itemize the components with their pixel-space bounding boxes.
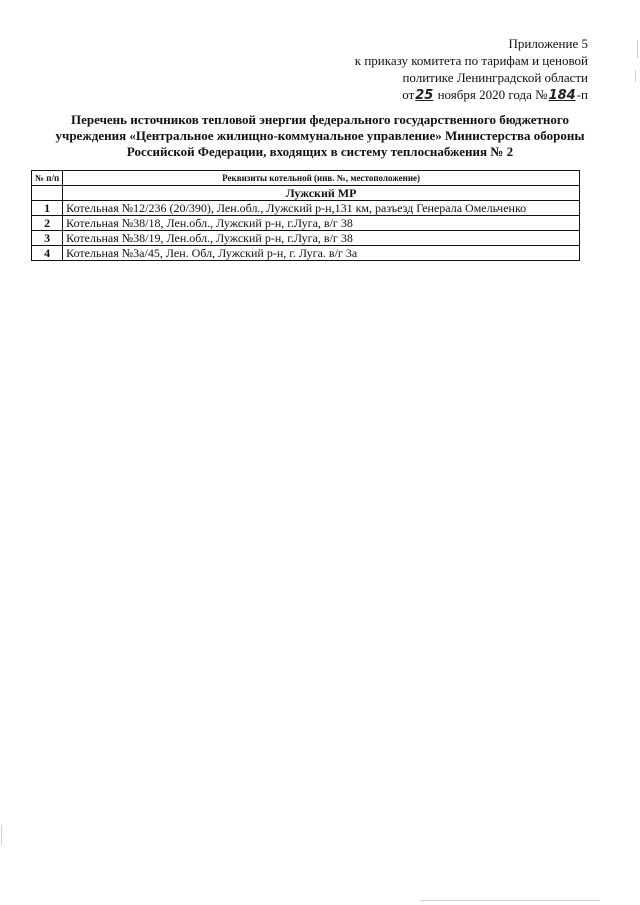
- table-row: [32, 216, 580, 231]
- appendix-date-line: [355, 86, 588, 104]
- date-middle: ноября 2020 года №: [437, 87, 548, 102]
- title-line-1: Перечень источников тепловой энергии федерального государственного бюджетного: [71, 112, 569, 127]
- row-number: 2: [32, 216, 63, 231]
- appendix-order-reference: к приказу комитета по тарифам и ценовой: [354, 53, 588, 68]
- header-details: Реквизиты котельной (инв. №, местоположение): [63, 171, 580, 186]
- scan-edge-mark: [637, 40, 638, 58]
- table-header-row: [32, 171, 580, 186]
- row-details: Котельная №12/236 (20/390), Лен.обл., Лужский р-н,131 км, разъезд Генерала Омельченко: [63, 201, 580, 216]
- appendix-header: [355, 35, 588, 104]
- handwritten-order-number: 184: [548, 88, 576, 103]
- scan-bottom-mark: [420, 900, 600, 901]
- row-number: 4: [32, 246, 63, 261]
- region-row: [32, 186, 580, 201]
- region-empty-cell: [32, 186, 63, 201]
- appendix-committee: политике Ленинградской области: [402, 70, 588, 85]
- scan-edge-mark: [635, 70, 636, 82]
- table-row: [32, 231, 580, 246]
- title-line-3: Российской Федерации, входящих в систему теплоснабжения № 2: [126, 144, 514, 159]
- order-suffix: -п: [576, 87, 588, 102]
- title-line-2: учреждения «Центральное жилищно-коммунальное управление» Министерства обороны: [55, 128, 585, 143]
- date-prefix: от: [402, 87, 415, 102]
- table-row: [32, 201, 580, 216]
- handwritten-day: 25: [415, 88, 434, 103]
- document-title: [40, 112, 600, 160]
- table-row: [32, 246, 580, 261]
- scan-left-mark: [1, 825, 2, 845]
- row-details: Котельная №38/19, Лен.обл., Лужский р-н, г.Луга, в/г 38: [63, 231, 580, 246]
- row-number: 3: [32, 231, 63, 246]
- boiler-table: [31, 170, 580, 261]
- header-number: № п/п: [32, 171, 63, 186]
- appendix-title: Приложение 5: [508, 36, 588, 51]
- row-number: 1: [32, 201, 63, 216]
- row-details: Котельная №3а/45, Лен. Обл, Лужский р-н, г. Луга. в/г 3а: [63, 246, 580, 261]
- row-details: Котельная №38/18, Лен.обл., Лужский р-н, г.Луга, в/г 38: [63, 216, 580, 231]
- region-name: Лужский МР: [63, 186, 580, 201]
